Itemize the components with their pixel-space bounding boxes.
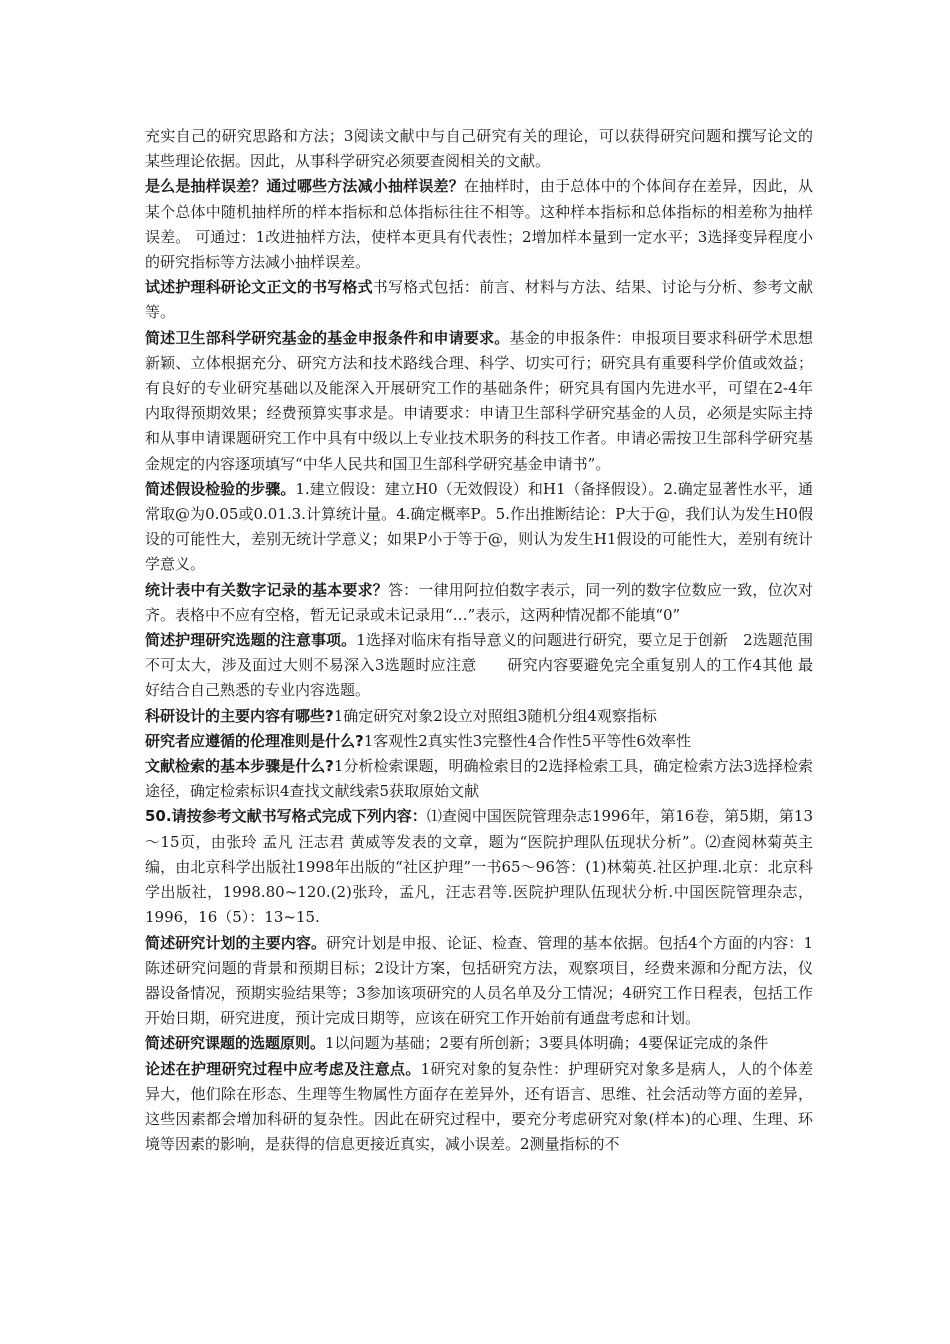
- question-text: 文献检索的基本步骤是什么?: [145, 757, 334, 776]
- answer-text: 答：一律用阿拉伯数字表示，同一列的数字位数应一致，位次对齐。表格中不应有空格，暂无记录或未记录用“…”表示，这两种情况都不能填“0”: [145, 580, 813, 624]
- paragraph-11: [145, 804, 813, 930]
- question-text: 论述在护理研究过程中应考虑及注意点。: [145, 1059, 421, 1078]
- answer-text: 书写格式包括：前言、材料与方法、结果、讨论与分析、参考文献等。: [145, 278, 813, 322]
- paragraph-4: [145, 326, 813, 477]
- answer-text: 在抽样时，由于总体中的个体间存在差异，因此，从某个总体中随机抽样所的样本指标和总体指标往往不相等。这种样本指标和总体指标的相差称为抽样误差。 可通过：1改进抽样方法，使样本更具有代表性；2增加样本量到一定水平；3选择变异程度小的研究指标等方法减小抽样误差。: [145, 177, 813, 272]
- paragraph-1: [145, 124, 813, 174]
- question-text: 50.请按参考文献书写格式完成下列内容：: [145, 807, 427, 826]
- question-text: 试述护理科研论文正文的书写格式: [145, 278, 373, 297]
- paragraph-14: [145, 1057, 813, 1158]
- question-text: 研究者应遵循的伦理准则是什么?: [145, 731, 364, 750]
- answer-text: 基金的申报条件：申报项目要求科研学术思想新颖、立体根据充分、研究方法和技术路线合理、科学、切实可行；研究具有重要科学价值或效益；有良好的专业研究基础以及能深入开展研究工作的基础条件；研究具有国内先进水平，可望在2-4年内取得预期效果；经费预算实事求是。申请要求：申请卫生部科学研究基金的人员，必须是实际主持和从事申请课题研究工作中具有中级以上专业技术职务的科技工作者。申请必需按卫生部科学研究基金规定的内容逐项填写“中华人民共和国卫生部科学研究基金申请书”。: [145, 328, 813, 473]
- answer-text: ⑴查阅中国医院管理杂志1996年，第16卷，第5期，第13～15页，由张玲 孟凡 汪志君 黄威等发表的文章，题为“医院护理队伍现状分析”。⑵查阅林菊英主编，由北京科学出版社1998年出版的“社区护理”一书65～96答：(1)林菊英.社区护理.北京：北京科学出版社，1998.80~120.(2)张玲，孟凡，汪志君等.医院护理队伍现状分析.中国医院管理杂志，1996，16（5）：13~15.: [145, 807, 813, 927]
- paragraph-8: [145, 704, 813, 729]
- paragraph-2: [145, 174, 813, 275]
- paragraph-3: [145, 275, 813, 325]
- answer-text: 充实自己的研究思路和方法；3阅读文献中与自己研究有关的理论，可以获得研究问题和撰写论文的某些理论依据。因此，从事科学研究必须要查阅相关的文献。: [145, 127, 813, 171]
- document-body: [145, 124, 813, 1157]
- paragraph-6: [145, 578, 813, 628]
- question-text: 是么是抽样误差？通过哪些方法减小抽样误差？: [145, 177, 464, 196]
- question-text: 简述假设检验的步骤。: [145, 479, 296, 498]
- question-text: 简述卫生部科学研究基金的基金申报条件和申请要求。: [145, 328, 510, 347]
- paragraph-10: [145, 754, 813, 804]
- answer-text: 1选择对临床有指导意义的问题进行研究，要立足于创新 2选题范围不可太大，涉及面过大则不易深入3选题时应注意 研究内容要避免完全重复别人的工作4其他 最好结合自己熟悉的专业内容选题。: [145, 631, 813, 700]
- question-text: 科研设计的主要内容有哪些?: [145, 706, 334, 725]
- question-text: 统计表中有关数字记录的基本要求？: [145, 580, 388, 599]
- paragraph-9: [145, 729, 813, 754]
- paragraph-13: [145, 1031, 813, 1056]
- question-text: 简述研究课题的选题原则。: [145, 1034, 326, 1053]
- answer-text: 1客观性2真实性3完整性4合作性5平等性6效率性: [363, 731, 691, 750]
- answer-text: 1确定研究对象2设立对照组3随机分组4观察指标: [333, 706, 657, 725]
- answer-text: 1分析检索课题，明确检索目的2选择检索工具，确定检索方法3选择检索途径，确定检索标识4查找文献线索5获取原始文献: [145, 757, 814, 801]
- question-text: 简述研究计划的主要内容。: [145, 933, 327, 952]
- paragraph-7: [145, 628, 813, 704]
- answer-text: 研究计划是申报、论证、检查、管理的基本依据。包括4个方面的内容：1陈述研究问题的背景和预期目标；2设计方案，包括研究方法，观察项目，经费来源和分配方法，仪器设备情况，预期实验结果等；3参加该项研究的人员名单及分工情况；4研究工作日程表，包括工作开始日期，研究进度，预计完成日期等，应该在研究工作开始前有通盘考虑和计划。: [145, 933, 813, 1028]
- question-text: 简述护理研究选题的注意事项。: [145, 631, 357, 650]
- paragraph-5: [145, 477, 813, 578]
- answer-text: 1.建立假设：建立H0（无效假设）和H1（备择假设）。2.确定显著性水平，通常取@为0.05或0.01.3.计算统计量。4.确定概率P。5.作出推断结论：P大于@，我们认为发生H0假设的可能性大，差别无统计学意义；如果P小于等于@，则认为发生H1假设的可能性大，差别有统计学意义。: [145, 479, 813, 574]
- paragraph-12: [145, 931, 813, 1032]
- answer-text: 1研究对象的复杂性：护理研究对象多是病人，人的个体差异大，他们除在形态、生理等生物属性方面存在差异外，还有语言、思维、社会活动等方面的差异，这些因素都会增加科研的复杂性。因此在研究过程中，要充分考虑研究对象(样本)的心理、生理、环境等因素的影响，是获得的信息更接近真实，减小误差。2测量指标的不: [145, 1059, 813, 1154]
- answer-text: 1以问题为基础；2要有所创新；3要具体明确；4要保证完成的条件: [325, 1034, 769, 1053]
